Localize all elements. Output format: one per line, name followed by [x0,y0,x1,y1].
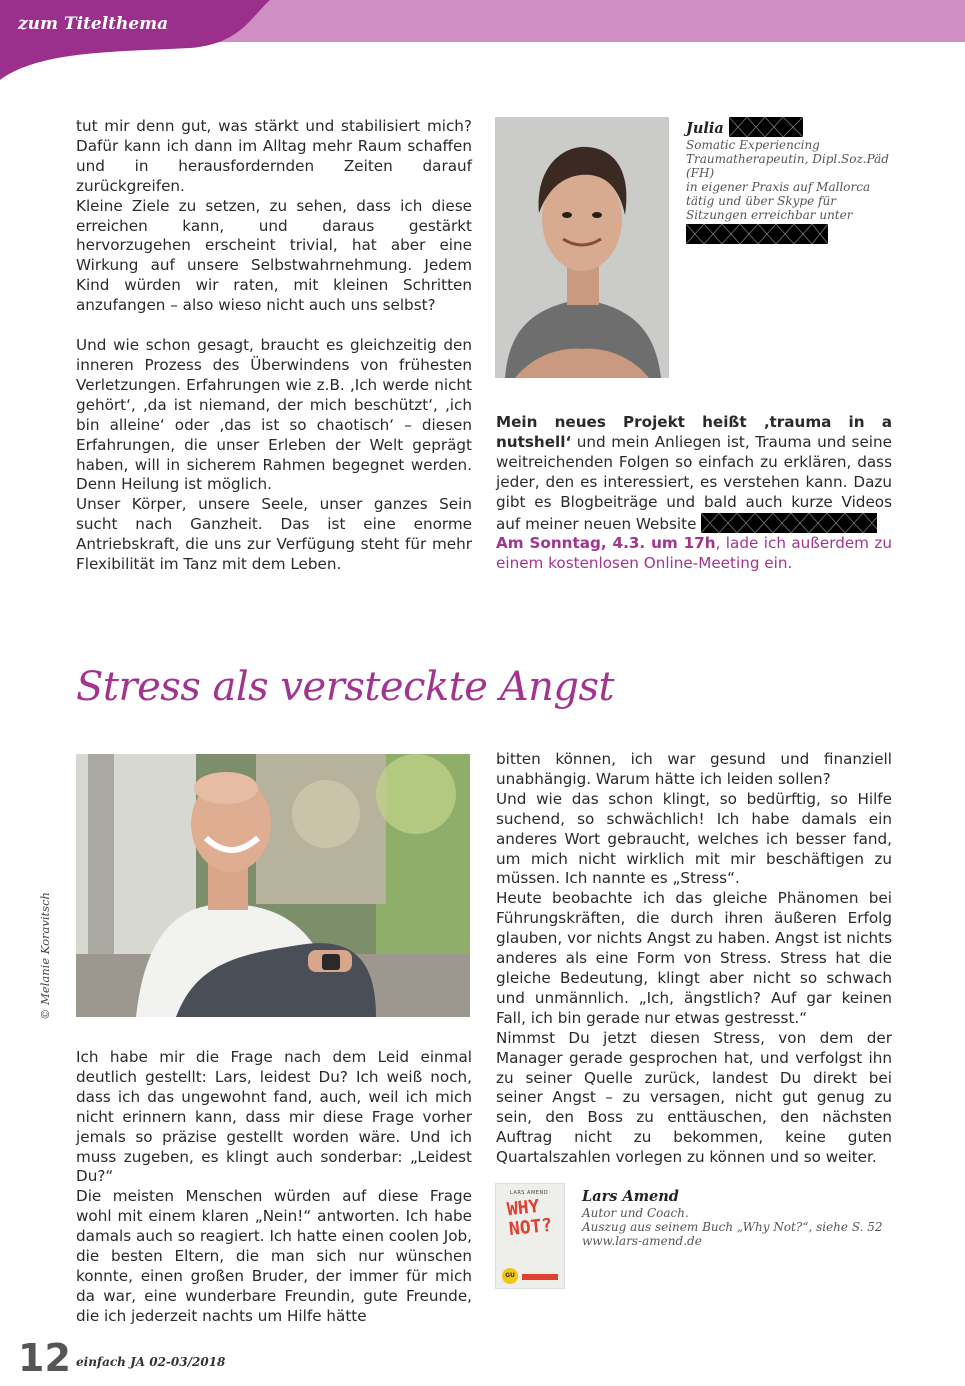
paragraph: Und wie das schon klingt, so bedürftig, so Hilfe suchend, so schwächlich! Ich habe damals ein anderes Wort gebraucht, welches ich besser fand, um mich nicht wirklich mit mir beschäftigen zu müssen. Ich nannte es „Stress“. [496,789,892,888]
page-number: 12 [18,1336,71,1380]
article1-left-column [76,117,472,575]
author-practice: in eigener Praxis auf Mallorca tätig und über Skype für Sitzungen erreichbar unter [686,180,871,222]
author-portrait-julia [495,117,669,378]
article2-right-column [496,750,892,1168]
event-date: Am Sonntag, 4.3. um 17h [496,534,716,553]
author-name: Lars Amend [582,1188,679,1205]
author-role: Autor und Coach. [582,1206,689,1220]
paragraph: Nimmst Du jetzt diesen Stress, von dem der Manager gerade gesprochen hat, und verfolgst ihn zu seiner Quelle zurück, landest Du direkt bei seiner Angst – zu versagen, nicht gut genug zu sein, den Boss zu enttäuschen, den nächsten Auftrag nicht zu bekommen, keine guten Quartalszahlen vorlegen zu können und so weiter. [496,1028,892,1167]
project-announcement [496,413,892,574]
paragraph: bitten können, ich war gesund und finanziell unabhängig. Warum hätte ich leiden sollen? [496,750,892,788]
author-bio-julia [686,117,892,244]
article-headline: Stress als versteckte Angst [76,664,615,710]
author-name: Julia [686,120,724,137]
book-title-line1: WHY [505,1195,541,1221]
author-role: Somatic Experiencing Traumatherapeutin, Dipl.Soz.Päd (FH) [686,138,889,180]
project-text: und mein Anliegen ist, Trauma und seine weitreichenden Folgen so einfach zu erklären, dass jeder, den es interessiert, es verstehen kann. Dazu gibt es Blogbeiträge und bald auch kurze Videos auf meiner neuen Website [496,432,892,533]
section-label: zum Titelthema [18,14,169,34]
book-author: LARS AMEND [510,1190,549,1196]
book-cover-why-not [495,1183,565,1289]
paragraph: tut mir denn gut, was stärkt und stabilisiert mich? Dafür kann ich dann im Alltag mehr Raum schaffen und in herausfordernden Zeiten darauf zurückgreifen. [76,117,472,195]
project-title: Mein neues Projekt heißt ‚trauma in a nutshell‘ [496,413,892,451]
redacted-website [701,513,877,533]
header-tab-shape [0,0,300,80]
paragraph: Und wie schon gesagt, braucht es gleichzeitig den inneren Prozess des Überwindens von frühesten Verletzungen. Erfahrungen wie z.B. ‚Ich werde nicht gehört‘, ‚da ist niemand, der mich beschützt‘, ‚ich bin alleine‘ oder ‚das ist so chaotisch‘ – diesen Erfahrungen, die unser Erleben der Welt geprägt haben, will in sicherem Rahmen begegnet werden. Denn Heilung ist möglich. [76,336,472,494]
issue-label: einfach JA 02-03/2018 [76,1355,226,1369]
article2-left-column [76,1048,472,1327]
photo-credit: © Melanie Koravitsch [38,892,52,1020]
redacted-surname [729,117,803,137]
redacted-contact [686,224,828,244]
author-website[interactable]: www.lars-amend.de [582,1234,702,1248]
paragraph: Ich habe mir die Frage nach dem Leid einmal deutlich gestellt: Lars, leidest Du? Ich weiß noch, dass ich das ungewohnt fand, auch, weil ich mich nicht erinnern kann, dass mir diese Frage vorher jemals so präzise gestellt worden wäre. Und ich muss zugeben, es klingt auch sonderbar: „Leidest Du?“ [76,1048,472,1186]
book-title-line2: NOT? [508,1214,554,1241]
author-bio-lars [582,1188,892,1248]
paragraph: Die meisten Menschen würden auf diese Frage wohl mit einem klaren „Nein!“ antworten. Ich habe damals auch so reagiert. Ich hatte einen coolen Job, die besten Eltern, die man sich nur wünschen konnte, einen großen Bruder, der immer für mich da war, eine wunderbare Freundin, gute Freunde, die ich jederzeit nachts um Hilfe hätte [76,1187,472,1325]
author-photo-lars [76,754,470,1017]
paragraph: Kleine Ziele zu setzen, zu sehen, dass ich diese erreichen kann, und daraus gestärkt hervorzugehen erscheint trivial, hat aber eine Wirkung auf unsere Selbstwahrnehmung. Jedem Kind würden wir raten, mit kleinen Schritten anzufangen – also wieso nicht auch uns selbst? [76,196,472,315]
book-band [522,1274,558,1280]
book-excerpt-note: Auszug aus seinem Buch „Why Not?“, siehe S. 52 [582,1220,883,1234]
paragraph: Unser Körper, unsere Seele, unser ganzes Sein sucht nach Ganzheit. Das ist eine enorme Antriebskraft, die uns zur Verfügung steht für mehr Flexibilität im Tanz mit dem Leben. [76,495,472,574]
event-text: , lade ich außerdem zu einem kostenlosen Online-Meeting ein. [496,534,892,573]
paragraph: Heute beobachte ich das gleiche Phänomen bei Führungskräften, die durch ihren äußeren Erfolg glauben, vor nichts Angst zu haben. Angst ist nichts anderes als eine Form von Stress. Stress hat die gleiche Bedeutung, klingt aber nicht so schwach und unmännlich. „Ich, ängstlich? Auf gar keinen Fall, ich bin gerade nur etwas gestresst.“ [496,889,892,1027]
publisher-badge: GU [502,1268,518,1284]
